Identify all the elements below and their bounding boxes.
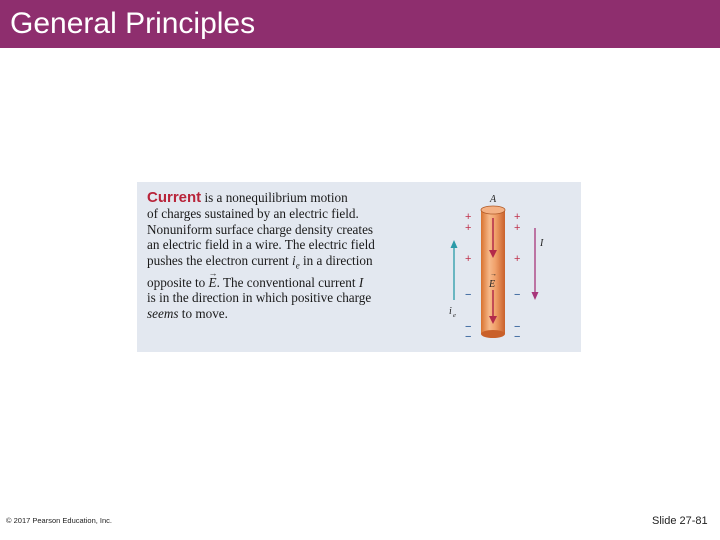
right-minus-3: − [514, 331, 521, 343]
left-minus-1: − [465, 289, 472, 301]
slide-title: General Principles [10, 7, 256, 40]
caption-line-6 [147, 267, 417, 291]
caption-line-2: of charges sustained by an electric field. [147, 205, 359, 221]
right-plus-2: + [514, 222, 521, 234]
field-symbol: E [208, 274, 217, 290]
wire-diagram [437, 190, 567, 344]
current-symbol: I [358, 274, 364, 290]
slide-header [0, 0, 720, 48]
field-label: E [489, 279, 496, 290]
caption-line-7: is in the direction in which positive charge [147, 290, 372, 306]
caption-text: in a direction [299, 253, 373, 269]
caption-text: . The conventional current [216, 274, 359, 290]
electron-current-subscript: e [295, 260, 300, 271]
left-plus-3: + [465, 253, 472, 265]
field-vector-symbol: → E [208, 267, 218, 290]
electron-current-arrowhead [451, 240, 458, 248]
electron-current-label-sub: e [453, 312, 456, 319]
copyright-notice: © 2017 Pearson Education, Inc. [6, 516, 113, 525]
wire-bottom [481, 330, 505, 338]
slide-number: Slide 27-81 [652, 515, 708, 527]
figure-caption [147, 190, 417, 322]
left-plus-2: + [465, 222, 472, 234]
caption-italic: seems [147, 306, 179, 322]
conventional-current-label: I [540, 238, 544, 249]
left-minus-3: − [465, 331, 472, 343]
electron-current-label: i [449, 306, 452, 317]
field-label-arrow: → [490, 270, 497, 278]
current-figure [137, 182, 581, 352]
caption-line-8 [147, 306, 417, 322]
caption-line-1 [147, 190, 417, 206]
caption-text: is a nonequilibrium motion [201, 190, 348, 205]
wire-label-a: A [490, 194, 497, 205]
caption-line-4: an electric field in a wire. The electric field [147, 237, 375, 253]
electron-current-symbol: i [292, 253, 296, 269]
caption-line-3: Nonuniform surface charge density creates [147, 221, 374, 237]
wire-top-face [481, 206, 505, 214]
right-plus-3: + [514, 253, 521, 265]
left-minus-2: − [465, 321, 472, 333]
caption-text: pushes the electron current [147, 253, 293, 269]
caption-lead: Current [147, 189, 202, 206]
right-plus-1: + [514, 211, 521, 223]
conventional-current-arrowhead [532, 292, 539, 300]
caption-text: opposite to [147, 274, 209, 290]
right-minus-2: − [514, 321, 521, 333]
left-plus-1: + [465, 211, 472, 223]
caption-text: to move. [178, 306, 228, 322]
caption-line-5 [147, 253, 417, 274]
right-minus-1: − [514, 289, 521, 301]
